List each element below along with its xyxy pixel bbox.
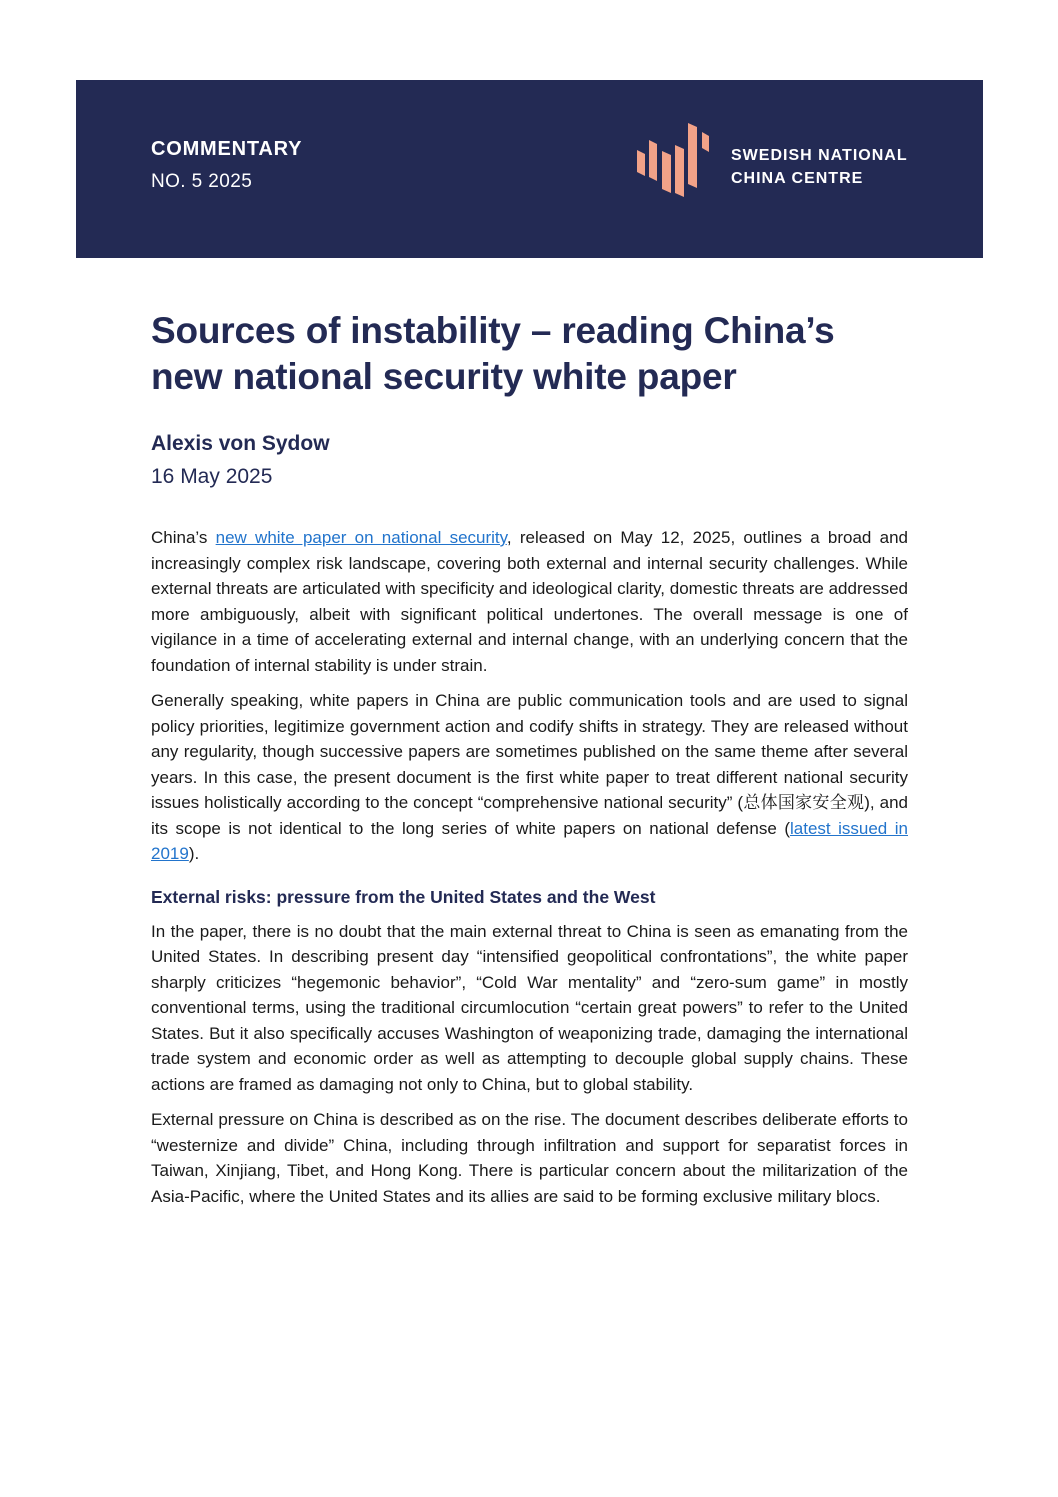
author-name: Alexis von Sydow [151,432,330,455]
publication-date: 16 May 2025 [151,465,273,488]
paragraph-3: In the paper, there is no doubt that the main external threat to China is seen as emanating from the United States. In describing present day “intensified geopolitical confrontations”, the white paper sharply criticizes “hegemonic behavior”, “Cold War mentality” and “zero-sum game” in mostly conventional terms, using the traditional circumlocution “certain great powers” to refer to the United States. But it also specifically accuses Washington of weaponizing trade, damaging the international trade system and economic order as well as attempting to decouple global supply chains. These actions are framed as damaging not only to China, but to global stability. [151,921,908,1094]
org-name [731,144,908,190]
paragraph-2 [151,688,908,867]
kicker-label: COMMENTARY [151,138,303,160]
header-kicker-group [151,138,302,193]
white-paper-link[interactable]: new white paper on national security [215,528,507,547]
paragraph-2-pre: Generally speaking, white papers in China are public communication tools and are used to signal policy priorities, legitimize government action and codify shifts in strategy. They are released without any regularity, though successive papers are sometimes published on the same theme after several years. In this case, the present document is the first white paper to treat different national security issues holistically according to the concept “comprehensive national security” (总体国家安全观), and its scope is not identical to the long series of white papers on national defense ( [151,691,908,838]
paragraph-1 [151,525,908,678]
article-content [151,258,908,1219]
header-band [76,80,983,258]
paragraph-2-post: ). [188,844,200,863]
org-name-line2: CHINA CENTRE [731,170,864,187]
section-heading-external-risks: External risks: pressure from the United States and the West [151,886,656,907]
paragraph-4: External pressure on China is described as on the rise. The document describes deliberate efforts to “westernize and divide” China, including through infiltration and support for separatist forces in Taiwan, Xinjiang, Tibet, and Hong Kong. There is particular concern about the militarization of the Asia-Pacific, where the United States and its allies are said to be forming exclusive military blocs. [151,1110,908,1206]
org-logo [634,120,908,202]
issue-number: NO. 5 2025 [151,171,253,192]
article-body [151,525,908,1209]
page-title: Sources of instability – reading China’s new national security white paper [151,310,835,397]
logo-bars-icon [634,120,714,202]
defense-paper-link[interactable]: latest issued in 2019 [151,818,908,863]
org-name-line1: SWEDISH NATIONAL [731,147,908,164]
paragraph-1-pre: China’s [151,528,216,547]
paragraph-1-post: , released on May 12, 2025, outlines a broad and increasingly complex risk landscape, covering both external and internal security challenges. While external threats are articulated with specificity and ideological clarity, domestic threats are addressed more ambiguously, albeit with significant political undertones. The overall message is one of vigilance in a time of accelerating external and internal change, with an underlying concern that the foundation of internal stability is under strain. [151,528,908,675]
